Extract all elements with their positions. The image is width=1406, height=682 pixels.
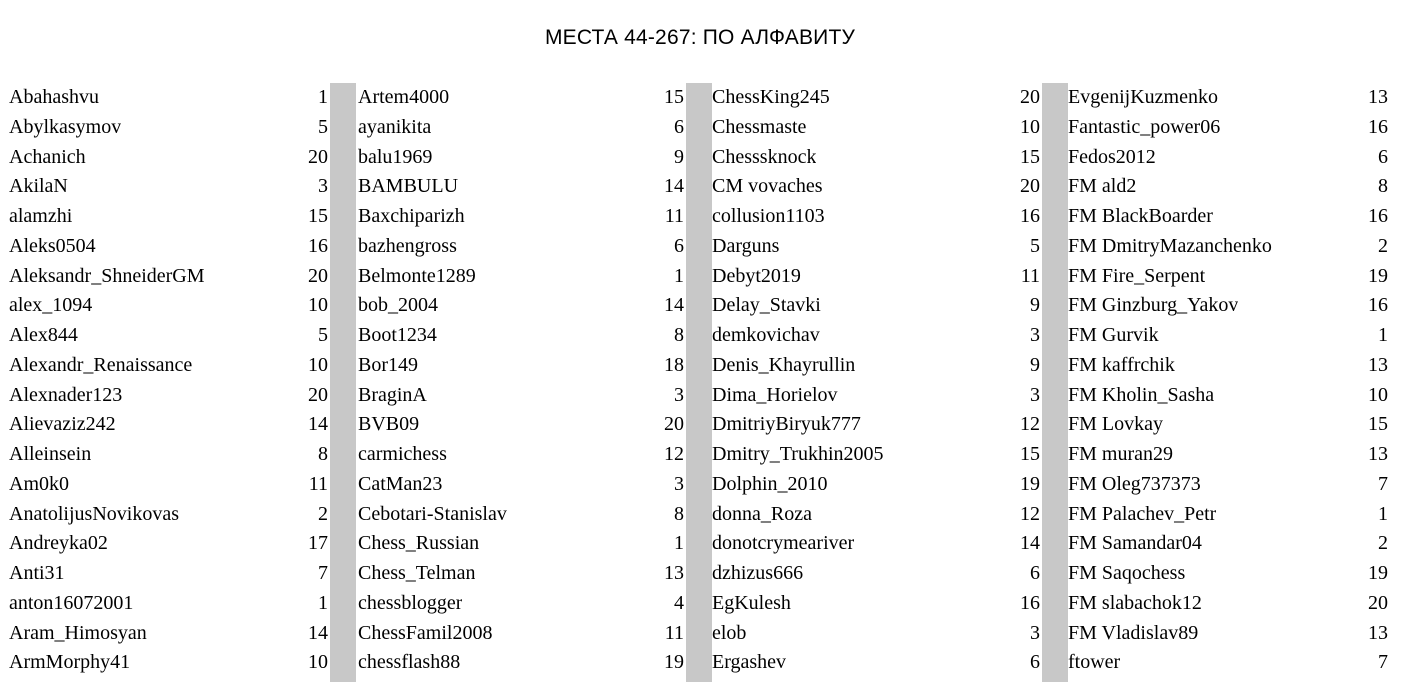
player-name: FM DmitryMazanchenko: [1068, 234, 1272, 257]
player-name: Alexandr_Renaissance: [9, 353, 193, 376]
player-score: 7: [1378, 651, 1388, 674]
player-score: 7: [1378, 472, 1388, 495]
player-score: 13: [664, 562, 684, 584]
list-item: [9, 202, 330, 232]
player-name: AnatolijusNovikovas: [9, 502, 179, 525]
list-item: [358, 113, 686, 143]
player-name: Anti31: [9, 562, 65, 584]
list-item: [712, 500, 1042, 530]
player-name: anton16072001: [9, 591, 134, 614]
player-score: 16: [308, 234, 328, 257]
player-score: 15: [1020, 145, 1040, 168]
player-score: 20: [664, 413, 684, 436]
player-name: EvgenijKuzmenko: [1068, 86, 1218, 108]
list-item: [712, 381, 1042, 411]
player-name: Artem4000: [358, 86, 450, 108]
list-item: [1068, 321, 1390, 351]
player-name: carmichess: [358, 443, 447, 465]
player-score: 2: [1378, 532, 1388, 555]
player-name: Fantastic_power06: [1068, 115, 1221, 138]
list-item: [712, 143, 1042, 173]
player-name: Aleks0504: [9, 234, 96, 257]
player-name: FM Vladislav89: [1068, 621, 1199, 644]
player-score: 3: [674, 472, 684, 495]
player-name: Achanich: [9, 145, 86, 168]
player-score: 2: [1378, 234, 1388, 257]
standings-column-1: [0, 83, 330, 682]
list-item: [358, 559, 686, 589]
player-name: demkovichav: [712, 324, 820, 346]
player-name: Aleksandr_ShneiderGM: [9, 264, 205, 287]
list-item: [9, 143, 330, 173]
player-name: Chesssknock: [712, 145, 817, 168]
list-item: [1068, 410, 1390, 440]
list-item: [358, 291, 686, 321]
list-item: [712, 83, 1042, 113]
list-item: [9, 262, 330, 292]
player-score: 10: [308, 294, 328, 317]
player-score: 6: [674, 234, 684, 257]
player-score: 9: [1030, 294, 1040, 317]
player-score: 1: [674, 532, 684, 555]
player-score: 6: [1378, 145, 1388, 168]
player-name: dzhizus666: [712, 562, 804, 584]
list-item: [9, 83, 330, 113]
player-name: AkilaN: [9, 175, 68, 198]
list-item: [9, 559, 330, 589]
player-score: 14: [664, 175, 684, 198]
player-score: 4: [674, 591, 684, 614]
list-item: [9, 529, 330, 559]
player-name: Chess_Telman: [358, 562, 476, 584]
player-name: BAMBULU: [358, 175, 459, 198]
list-item: [712, 232, 1042, 262]
player-name: FM Lovkay: [1068, 413, 1163, 436]
player-score: 17: [308, 532, 328, 555]
player-name: FM Oleg737373: [1068, 472, 1201, 495]
player-name: collusion1103: [712, 205, 825, 227]
player-score: 19: [1020, 472, 1040, 495]
list-item: [1068, 500, 1390, 530]
list-item: [1068, 559, 1390, 589]
player-name: donna_Roza: [712, 502, 812, 525]
player-score: 13: [1368, 621, 1388, 644]
player-name: Alievaziz242: [9, 413, 116, 436]
list-item: [712, 262, 1042, 292]
player-name: Belmonte1289: [358, 264, 476, 287]
player-score: 11: [664, 621, 684, 644]
player-name: FM muran29: [1068, 443, 1173, 465]
player-name: alamzhi: [9, 205, 73, 227]
list-item: [1068, 262, 1390, 292]
player-score: 15: [1368, 413, 1388, 436]
page-title: МЕСТА 44-267: ПО АЛФАВИТУ: [544, 26, 856, 49]
list-item: [9, 172, 330, 202]
list-item: [9, 291, 330, 321]
player-score: 3: [318, 175, 328, 198]
player-score: 14: [308, 621, 328, 644]
player-name: ChessFamil2008: [358, 621, 493, 644]
list-item: [1068, 351, 1390, 381]
player-score: 13: [1368, 443, 1388, 465]
player-score: 8: [674, 502, 684, 525]
player-score: 8: [674, 324, 684, 346]
player-name: Boot1234: [358, 324, 437, 346]
player-name: Debyt2019: [712, 264, 801, 287]
player-name: balu1969: [358, 145, 433, 168]
list-item: [1068, 619, 1390, 649]
player-score: 16: [1368, 294, 1388, 317]
player-name: ArmMorphy41: [9, 651, 131, 674]
player-score: 16: [1020, 205, 1040, 227]
player-name: bob_2004: [358, 294, 438, 317]
player-name: chessblogger: [358, 591, 463, 614]
column-separator: [330, 83, 356, 682]
player-score: 20: [308, 383, 328, 406]
list-item: [712, 291, 1042, 321]
player-score: 1: [1378, 324, 1388, 346]
list-item: [9, 500, 330, 530]
player-score: 14: [308, 413, 328, 436]
list-item: [1068, 291, 1390, 321]
list-item: [9, 440, 330, 470]
list-item: [712, 589, 1042, 619]
player-name: Bor149: [358, 353, 418, 376]
list-item: [1068, 470, 1390, 500]
player-name: Abylkasymov: [9, 115, 122, 138]
list-item: [1068, 381, 1390, 411]
player-score: 16: [1368, 205, 1388, 227]
list-item: [358, 589, 686, 619]
list-item: [9, 321, 330, 351]
player-name: FM slabachok12: [1068, 591, 1202, 614]
player-name: chessflash88: [358, 651, 461, 674]
player-score: 20: [1020, 86, 1040, 108]
list-item: [1068, 529, 1390, 559]
player-score: 12: [1020, 502, 1040, 525]
player-score: 11: [308, 472, 328, 495]
standings-column-2: [356, 83, 686, 682]
list-item: [358, 619, 686, 649]
player-name: elob: [712, 621, 747, 644]
list-item: [358, 321, 686, 351]
list-item: [712, 529, 1042, 559]
player-score: 15: [1020, 443, 1040, 465]
list-item: [1068, 440, 1390, 470]
list-item: [9, 410, 330, 440]
list-item: [358, 172, 686, 202]
list-item: [712, 321, 1042, 351]
standings-column-3: [712, 83, 1042, 682]
player-score: 19: [1368, 562, 1388, 584]
player-name: BVB09: [358, 413, 420, 436]
player-name: Alex844: [9, 324, 78, 346]
list-item: [712, 619, 1042, 649]
player-name: Abahashvu: [9, 86, 99, 108]
list-item: [1068, 83, 1390, 113]
player-name: FM ald2: [1068, 175, 1137, 198]
player-name: donotcrymeariver: [712, 532, 855, 555]
player-name: Delay_Stavki: [712, 294, 821, 317]
standings-columns: [0, 83, 1406, 682]
player-name: FM Palachev_Petr: [1068, 502, 1217, 525]
player-score: 12: [1020, 413, 1040, 436]
list-item: [358, 351, 686, 381]
list-item: [1068, 202, 1390, 232]
player-name: ftower: [1068, 651, 1121, 674]
player-name: CatMan23: [358, 472, 443, 495]
player-name: Dmitry_Trukhin2005: [712, 443, 884, 465]
player-name: alex_1094: [9, 294, 93, 317]
list-item: [712, 351, 1042, 381]
list-item: [9, 232, 330, 262]
standings-column-4: [1068, 83, 1390, 682]
list-item: [712, 113, 1042, 143]
player-name: Chess_Russian: [358, 532, 480, 555]
list-item: [1068, 172, 1390, 202]
player-name: EgKulesh: [712, 591, 791, 614]
player-name: FM Gurvik: [1068, 324, 1159, 346]
player-score: 10: [308, 651, 328, 674]
list-item: [358, 410, 686, 440]
player-name: FM kaffrchik: [1068, 353, 1175, 376]
player-name: Dima_Horielov: [712, 383, 838, 406]
player-name: Aram_Himosyan: [9, 621, 147, 644]
player-score: 14: [1020, 532, 1040, 555]
list-item: [358, 440, 686, 470]
column-separator: [686, 83, 712, 682]
player-score: 9: [1030, 353, 1040, 376]
player-score: 8: [1378, 175, 1388, 198]
player-name: FM BlackBoarder: [1068, 205, 1213, 227]
list-item: [358, 381, 686, 411]
player-score: 19: [1368, 264, 1388, 287]
player-name: FM Samandar04: [1068, 532, 1202, 555]
player-name: Cebotari-Stanislav: [358, 502, 507, 525]
list-item: [1068, 589, 1390, 619]
list-item: [9, 619, 330, 649]
list-item: [1068, 232, 1390, 262]
player-score: 8: [318, 443, 328, 465]
player-score: 5: [318, 115, 328, 138]
player-score: 19: [664, 651, 684, 674]
player-score: 20: [308, 264, 328, 287]
player-name: Chessmaste: [712, 115, 807, 138]
player-score: 1: [318, 591, 328, 614]
list-item: [358, 529, 686, 559]
player-score: 11: [1020, 264, 1040, 287]
player-score: 7: [318, 562, 328, 584]
player-score: 13: [1368, 86, 1388, 108]
player-score: 10: [1020, 115, 1040, 138]
list-item: [712, 648, 1042, 678]
player-name: Am0k0: [9, 472, 69, 495]
player-score: 2: [318, 502, 328, 525]
player-name: Darguns: [712, 234, 780, 257]
player-score: 14: [664, 294, 684, 317]
player-name: Fedos2012: [1068, 145, 1156, 168]
player-score: 16: [1020, 591, 1040, 614]
player-score: 15: [308, 205, 328, 227]
list-item: [712, 559, 1042, 589]
list-item: [1068, 648, 1390, 678]
player-score: 3: [674, 383, 684, 406]
player-score: 6: [1030, 562, 1040, 584]
player-score: 9: [674, 145, 684, 168]
player-score: 10: [1368, 383, 1388, 406]
player-name: Baxchiparizh: [358, 205, 465, 227]
list-item: [712, 470, 1042, 500]
player-score: 6: [674, 115, 684, 138]
player-score: 3: [1030, 383, 1040, 406]
player-score: 20: [1368, 591, 1388, 614]
player-score: 12: [664, 443, 684, 465]
list-item: [712, 172, 1042, 202]
list-item: [9, 351, 330, 381]
player-score: 20: [308, 145, 328, 168]
player-name: Dolphin_2010: [712, 472, 828, 495]
list-item: [712, 410, 1042, 440]
player-name: DmitriyBiryuk777: [712, 413, 861, 436]
player-name: bazhengross: [358, 234, 457, 257]
player-score: 3: [1030, 324, 1040, 346]
list-item: [358, 202, 686, 232]
player-name: FM Ginzburg_Yakov: [1068, 294, 1239, 317]
list-item: [1068, 113, 1390, 143]
list-item: [358, 143, 686, 173]
player-name: Andreyka02: [9, 532, 108, 555]
list-item: [358, 470, 686, 500]
list-item: [9, 381, 330, 411]
player-name: ChessKing245: [712, 86, 830, 108]
list-item: [358, 500, 686, 530]
player-score: 1: [1378, 502, 1388, 525]
player-score: 5: [318, 324, 328, 346]
player-score: 5: [1030, 234, 1040, 257]
player-name: CM vovaches: [712, 175, 823, 198]
player-name: Alexnader123: [9, 383, 123, 406]
player-name: FM Saqochess: [1068, 562, 1186, 584]
list-item: [9, 589, 330, 619]
player-score: 13: [1368, 353, 1388, 376]
player-name: Alleinsein: [9, 443, 92, 465]
list-item: [358, 648, 686, 678]
player-name: ayanikita: [358, 115, 432, 138]
player-name: BraginA: [358, 383, 427, 406]
player-score: 18: [664, 353, 684, 376]
list-item: [358, 232, 686, 262]
column-separator: [1042, 83, 1068, 682]
player-score: 10: [308, 353, 328, 376]
player-score: 20: [1020, 175, 1040, 198]
player-score: 11: [664, 205, 684, 227]
list-item: [712, 202, 1042, 232]
player-score: 3: [1030, 621, 1040, 644]
player-name: FM Kholin_Sasha: [1068, 383, 1215, 406]
player-name: Denis_Khayrullin: [712, 353, 856, 376]
list-item: [358, 262, 686, 292]
player-score: 1: [318, 86, 328, 108]
player-score: 16: [1368, 115, 1388, 138]
list-item: [9, 648, 330, 678]
list-item: [1068, 143, 1390, 173]
player-score: 15: [664, 86, 684, 108]
player-name: Ergashev: [712, 651, 787, 674]
list-item: [9, 470, 330, 500]
list-item: [712, 440, 1042, 470]
list-item: [358, 83, 686, 113]
player-score: 6: [1030, 651, 1040, 674]
player-name: FM Fire_Serpent: [1068, 264, 1206, 287]
list-item: [9, 113, 330, 143]
player-score: 1: [674, 264, 684, 287]
